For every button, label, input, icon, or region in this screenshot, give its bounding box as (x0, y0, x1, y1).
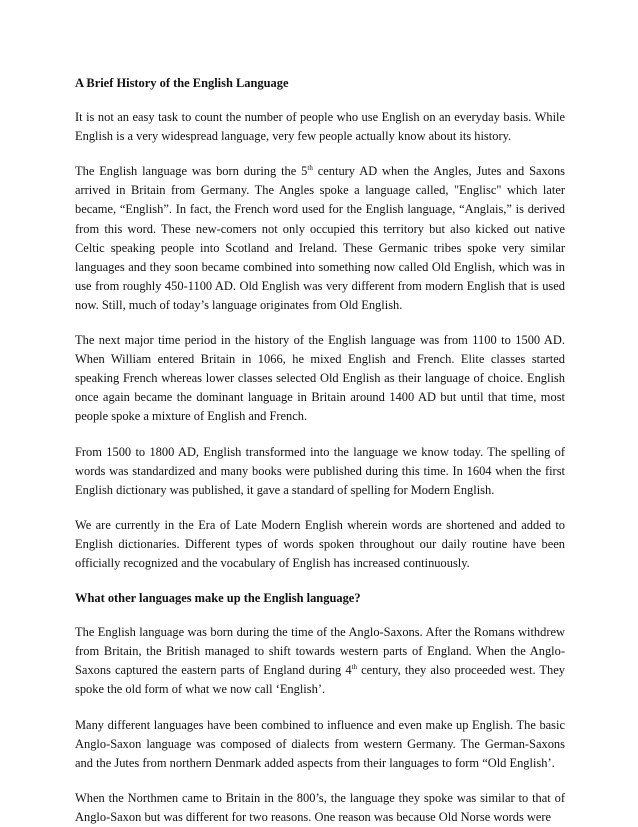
late-modern-english-paragraph: We are currently in the Era of Late Modern English wherein words are shortened and added to English dictionaries. Different types of words spoken throughout our daily routine have been officially recognized and the vocabulary of English has increased continuously. (75, 517, 565, 570)
modern-english-paragraph: From 1500 to 1800 AD, English transformed into the language we know today. The spelling of words was standardized and many books were published during this time. In 1604 when the first English dictionary was published, it gave a standard of spelling for Modern English. (75, 444, 565, 497)
language-influences-paragraph: Many different languages have been combined to influence and even make up English. The basic Anglo-Saxon language was composed of dialects from western Germany. The German-Saxons and the Jutes from northern Denmark added aspects from their languages to form “Old English’. (75, 717, 565, 770)
middle-english-paragraph: The next major time period in the history of the English language was from 1100 to 1500 AD. When William entered Britain in 1066, he mixed English and French. Elite classes started speaking French whereas lower classes selected Old English as their language of choice. English once again became the dominant language in Britain around 1400 AD but until that time, most people spoke a mixture of English and French. (75, 333, 565, 424)
northmen-paragraph: When the Northmen came to Britain in the 800’s, the language they spoke was similar to that of Anglo-Saxon but was different for two reasons. One reason was because Old Norse words were (75, 790, 565, 824)
paragraph-text: century AD when the Angles, Jutes and Saxons arrived in Britain from Germany. The Angles spoke a language called, "Englisc" which later became, “English”. In fact, the French word used for the English language, “Anglais,” is derived from this word. These new-comers not only occupied this territory but also kicked out native Celtic speaking people into Scotland and Ireland. These Germanic tribes spoke very similar languages and they soon became combined into something now called Old English, which was in use from roughly 450-1100 AD. Old English was very different from modern English that is used now. Still, much of today’s language originates from Old English. (75, 164, 565, 312)
paragraph-text: century, they also proceeded west. They spoke the old form of what we now call ‘English’. (75, 663, 565, 697)
old-english-paragraph (75, 162, 565, 315)
anglo-saxons-paragraph (75, 623, 565, 699)
ordinal-superscript: th (351, 663, 358, 672)
section-subheading: What other languages make up the English language? (75, 591, 361, 606)
document-title: A Brief History of the English Language (75, 76, 289, 90)
ordinal-superscript: th (307, 164, 313, 173)
intro-paragraph: It is not an easy task to count the number of people who use English on an everyday basis. While English is a very widespread language, very few people actually know about its history. (75, 110, 565, 144)
paragraph-text: The English language was born during the 5 (75, 164, 308, 179)
document-page (75, 74, 565, 827)
paragraph-text: The English language was born during the time of the Anglo-Saxons. After the Romans withdrew from Britain, the British managed to shift towards western parts of England. When the Anglo-Saxons captured the eastern parts of England during 4 (75, 625, 565, 678)
